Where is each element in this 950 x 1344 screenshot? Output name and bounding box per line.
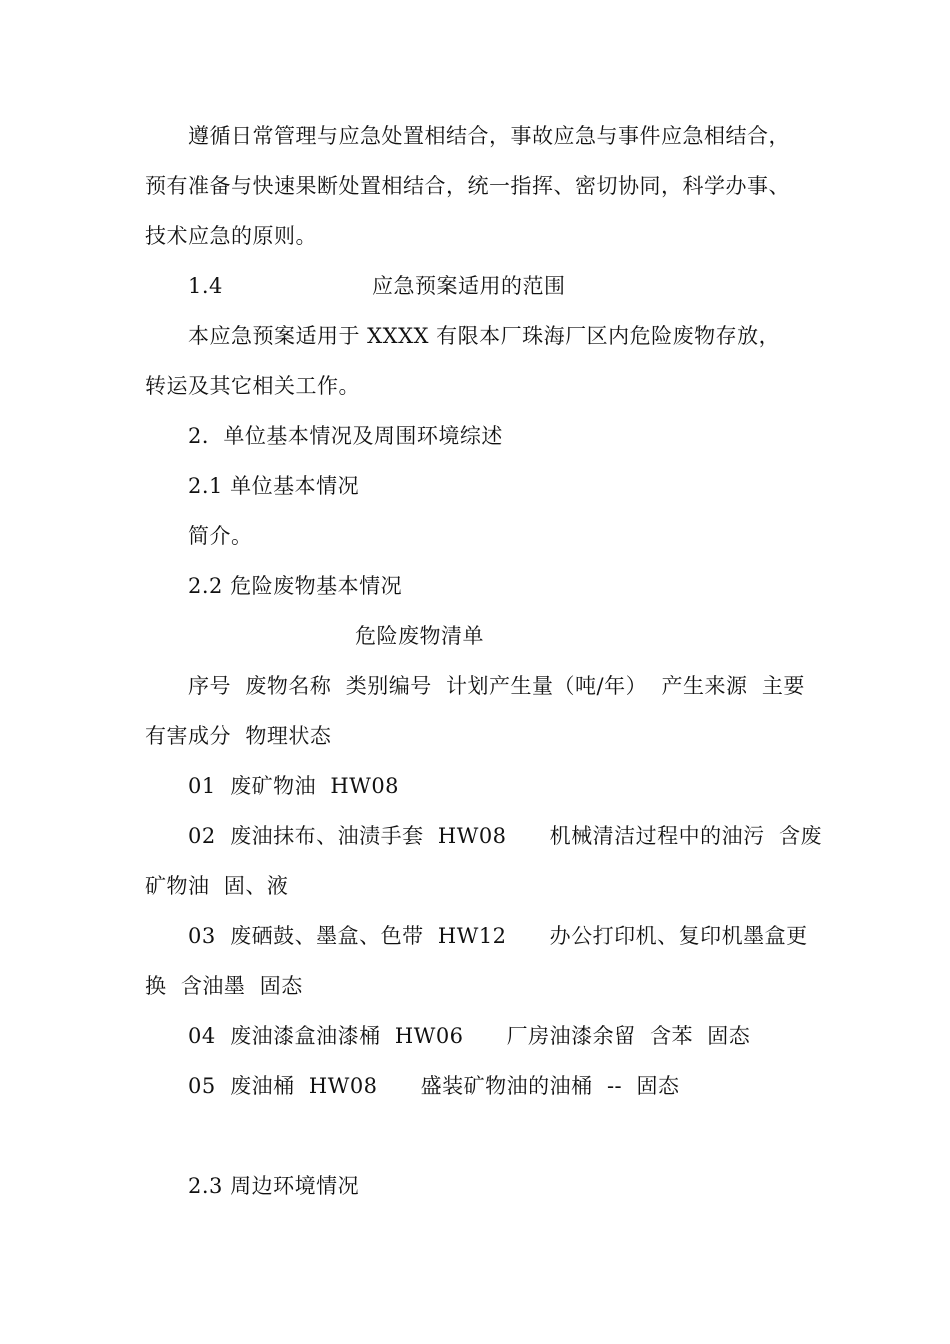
waste-list-title: 危险废物清单	[355, 624, 484, 648]
waste-list-header-line-2: 有害成分 物理状态	[145, 724, 332, 748]
waste-row-02-line-1: 02 废油抹布、油渍手套 HW08 机械清洁过程中的油污 含废	[188, 824, 822, 848]
intro-text: 简介。	[188, 524, 253, 548]
section-1-4-title: 应急预案适用的范围	[372, 274, 566, 298]
waste-row-03-line-2: 换 含油墨 固态	[145, 974, 303, 998]
waste-row-01: 01 废矿物油 HW08	[188, 774, 400, 798]
paragraph-1-line-3: 技术应急的原则。	[145, 224, 317, 248]
waste-row-04: 04 废油漆盒油漆桶 HW06 厂房油漆余留 含苯 固态	[188, 1024, 751, 1048]
section-1-4-number: 1.4	[188, 274, 223, 298]
paragraph-2-line-2: 转运及其它相关工作。	[145, 374, 360, 398]
waste-row-05: 05 废油桶 HW08 盛装矿物油的油桶 -- 固态	[188, 1074, 680, 1098]
waste-list-header-line-1: 序号 废物名称 类别编号 计划产生量（吨/年） 产生来源 主要	[188, 674, 805, 698]
section-2-1-heading: 2.1 单位基本情况	[188, 474, 360, 498]
waste-row-02-line-2: 矿物油 固、液	[145, 874, 289, 898]
paragraph-1-line-2: 预有准备与快速果断处置相结合，统一指挥、密切协同，科学办事、	[145, 174, 790, 198]
section-2-3-heading: 2.3 周边环境情况	[188, 1174, 360, 1198]
section-2-2-heading: 2.2 危险废物基本情况	[188, 574, 403, 598]
waste-row-03-line-1: 03 废硒鼓、墨盒、色带 HW12 办公打印机、复印机墨盒更	[188, 924, 808, 948]
paragraph-1-line-1: 遵循日常管理与应急处置相结合，事故应急与事件应急相结合，	[188, 124, 790, 148]
section-2-heading: 2．单位基本情况及周围环境综述	[188, 424, 503, 448]
paragraph-2-line-1: 本应急预案适用于 XXXX 有限本厂珠海厂区内危险废物存放，	[188, 324, 781, 348]
